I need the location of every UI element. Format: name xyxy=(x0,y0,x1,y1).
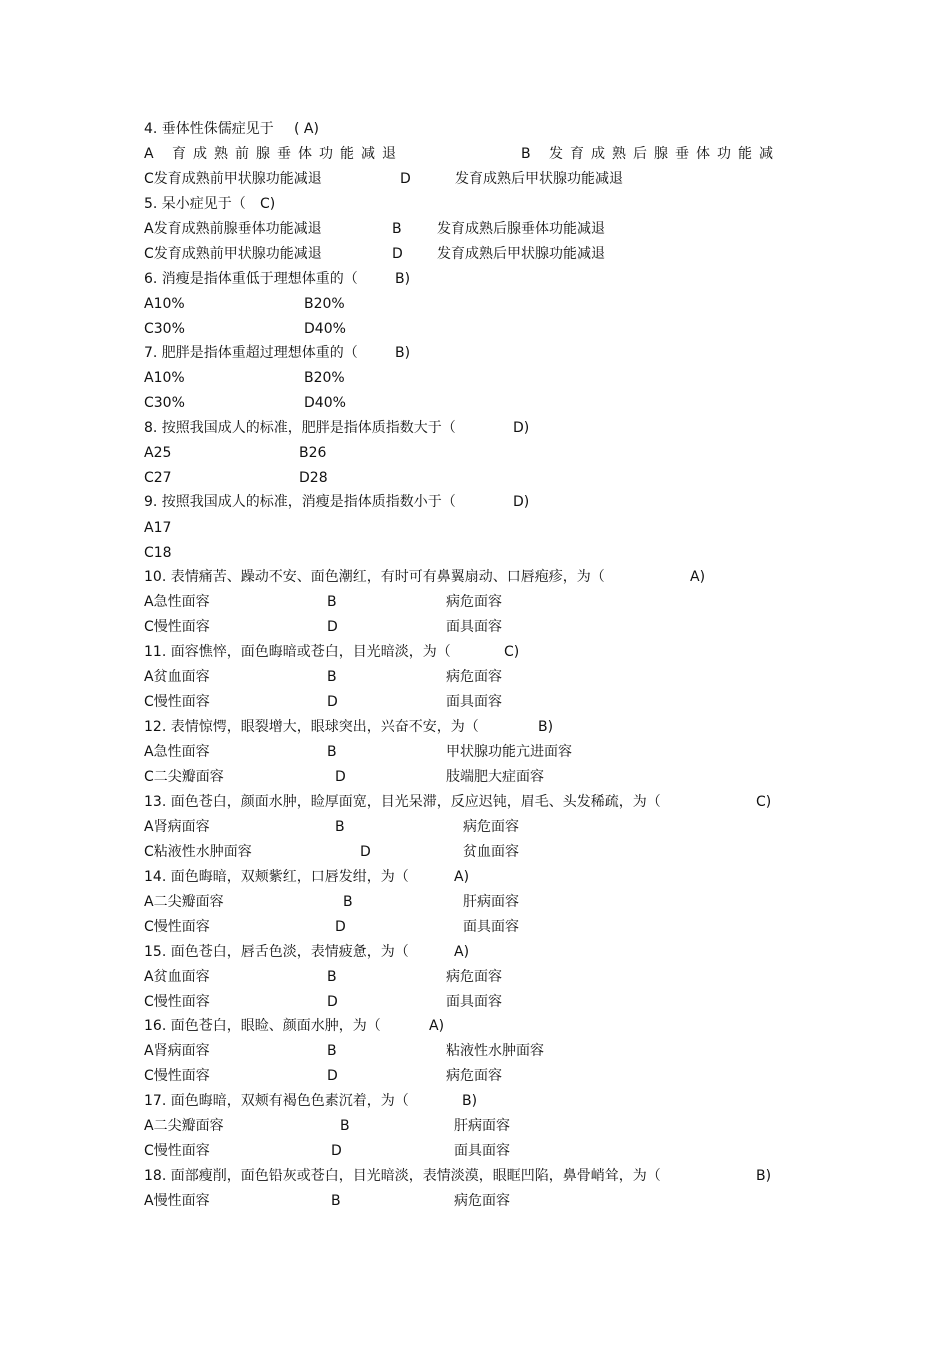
question-text: 8. 按照我国成人的标准，肥胖是指体质指数大于（ xyxy=(144,420,456,436)
question-text: 12. 表情惊愕，眼裂增大，眼球突出，兴奋不安，为（ xyxy=(144,719,479,735)
option-text: C30% xyxy=(144,321,185,337)
option-text: A二尖瓣面容 xyxy=(144,1118,224,1134)
answer-label: A) xyxy=(690,569,706,585)
option-letter: D xyxy=(327,694,338,710)
option-text: C粘液性水肿面容 xyxy=(144,844,252,860)
option-text: B20% xyxy=(304,296,345,312)
option-text: 病危面容 xyxy=(463,819,519,835)
option-text: B20% xyxy=(304,370,345,386)
question-text: 16. 面色苍白，眼睑、颜面水肿，为（ xyxy=(144,1018,381,1034)
question-text: 15. 面色苍白，唇舌色淡，表情疲惫，为（ xyxy=(144,944,409,960)
option-text: B26 xyxy=(299,445,327,461)
option-text: 面具面容 xyxy=(446,994,502,1010)
question-text: 6. 消瘦是指体重低于理想体重的（ xyxy=(144,271,358,287)
option-text: A17 xyxy=(144,520,172,536)
question-text: 4. 垂体性侏儒症见于 xyxy=(144,121,274,137)
question-text: 7. 肥胖是指体重超过理想体重的（ xyxy=(144,345,358,361)
option-letter: B xyxy=(327,969,337,985)
option-text: C慢性面容 xyxy=(144,619,210,635)
option-text: C慢性面容 xyxy=(144,919,210,935)
option-text: A贫血面容 xyxy=(144,969,210,985)
option-text: A10% xyxy=(144,370,185,386)
option-letter: B xyxy=(327,594,337,610)
answer-label: D) xyxy=(513,494,530,510)
option-text: 发育成熟后腺垂体功能减退 xyxy=(437,221,605,237)
answer-label: C) xyxy=(260,196,276,212)
option-text: C发育成熟前甲状腺功能减退 xyxy=(144,171,322,187)
option-letter: B xyxy=(331,1193,341,1209)
option-text: 病危面容 xyxy=(446,969,502,985)
answer-label: B) xyxy=(395,271,411,287)
option-text: 贫血面容 xyxy=(463,844,519,860)
option-letter: D xyxy=(327,994,338,1010)
option-text: 病危面容 xyxy=(446,1068,502,1084)
option-text: A贫血面容 xyxy=(144,669,210,685)
option-text: C慢性面容 xyxy=(144,694,210,710)
option-text: C30% xyxy=(144,395,185,411)
option-letter: D xyxy=(360,844,371,860)
question-text: 17. 面色晦暗，双颊有褐色色素沉着，为（ xyxy=(144,1093,409,1109)
answer-label: ( A) xyxy=(294,121,319,137)
answer-label: B) xyxy=(395,345,411,361)
option-text: 发育成熟后甲状腺功能减退 xyxy=(437,246,605,262)
option-letter: B xyxy=(392,221,402,237)
option-text: C慢性面容 xyxy=(144,1068,210,1084)
option-text: A二尖瓣面容 xyxy=(144,894,224,910)
option-text: C发育成熟前甲状腺功能减退 xyxy=(144,246,322,262)
option-text: A肾病面容 xyxy=(144,1043,210,1059)
option-text: 发育成熟后甲状腺功能减退 xyxy=(455,171,623,187)
option-text: D40% xyxy=(304,321,346,337)
option-text: C慢性面容 xyxy=(144,994,210,1010)
option-text: 肢端肥大症面容 xyxy=(446,769,544,785)
option-text: 肝病面容 xyxy=(454,1118,510,1134)
answer-label: A) xyxy=(429,1018,445,1034)
option-text: 面具面容 xyxy=(454,1143,510,1159)
option-letter: B xyxy=(335,819,345,835)
option-text: A25 xyxy=(144,445,172,461)
option-letter: D xyxy=(331,1143,342,1159)
answer-label: B) xyxy=(462,1093,478,1109)
question-text: 13. 面色苍白，颜面水肿，睑厚面宽，目光呆滞，反应迟钝，眉毛、头发稀疏，为（ xyxy=(144,794,661,810)
option-letter: D xyxy=(335,919,346,935)
option-text: C27 xyxy=(144,470,172,486)
option-text: 面具面容 xyxy=(446,694,502,710)
option-text: A慢性面容 xyxy=(144,1193,210,1209)
option-text: A 育成熟前腺垂体功能减退 xyxy=(144,146,404,162)
answer-label: A) xyxy=(454,944,470,960)
option-letter: D xyxy=(327,619,338,635)
question-text: 18. 面部瘦削，面色铅灰或苍白，目光暗淡，表情淡漠，眼眶凹陷，鼻骨峭耸，为（ xyxy=(144,1168,661,1184)
option-text: 肝病面容 xyxy=(463,894,519,910)
option-text: C18 xyxy=(144,545,172,561)
option-text: C慢性面容 xyxy=(144,1143,210,1159)
question-text: 5. 呆小症见于（ xyxy=(144,196,246,212)
option-text: C二尖瓣面容 xyxy=(144,769,224,785)
answer-label: C) xyxy=(504,644,520,660)
option-text: 面具面容 xyxy=(463,919,519,935)
question-text: 9. 按照我国成人的标准，消瘦是指体质指数小于（ xyxy=(144,494,456,510)
option-text: A10% xyxy=(144,296,185,312)
option-text: 粘液性水肿面容 xyxy=(446,1043,544,1059)
option-text: 病危面容 xyxy=(454,1193,510,1209)
option-text: A肾病面容 xyxy=(144,819,210,835)
option-text: 面具面容 xyxy=(446,619,502,635)
option-letter: B xyxy=(327,669,337,685)
option-text: 病危面容 xyxy=(446,669,502,685)
option-text: B 发育成熟后腺垂体功能减 xyxy=(521,146,781,162)
option-letter: B xyxy=(343,894,353,910)
option-letter: D xyxy=(392,246,403,262)
option-text: D28 xyxy=(299,470,328,486)
question-text: 14. 面色晦暗，双颊紫红，口唇发绀，为（ xyxy=(144,869,409,885)
option-letter: B xyxy=(327,744,337,760)
option-text: A急性面容 xyxy=(144,594,210,610)
option-letter: D xyxy=(327,1068,338,1084)
answer-label: D) xyxy=(513,420,530,436)
option-letter: B xyxy=(340,1118,350,1134)
answer-label: B) xyxy=(538,719,554,735)
option-letter: D xyxy=(335,769,346,785)
answer-label: A) xyxy=(454,869,470,885)
option-letter: D xyxy=(400,171,411,187)
option-letter: B xyxy=(327,1043,337,1059)
option-text: D40% xyxy=(304,395,346,411)
question-text: 10. 表情痛苦、躁动不安、面色潮红，有时可有鼻翼扇动、口唇疱疹，为（ xyxy=(144,569,605,585)
answer-label: C) xyxy=(756,794,772,810)
option-text: 甲状腺功能亢进面容 xyxy=(446,744,572,760)
option-text: 病危面容 xyxy=(446,594,502,610)
question-text: 11. 面容憔悴，面色晦暗或苍白，目光暗淡，为（ xyxy=(144,644,451,660)
option-text: A急性面容 xyxy=(144,744,210,760)
answer-label: B) xyxy=(756,1168,772,1184)
option-text: A发育成熟前腺垂体功能减退 xyxy=(144,221,322,237)
